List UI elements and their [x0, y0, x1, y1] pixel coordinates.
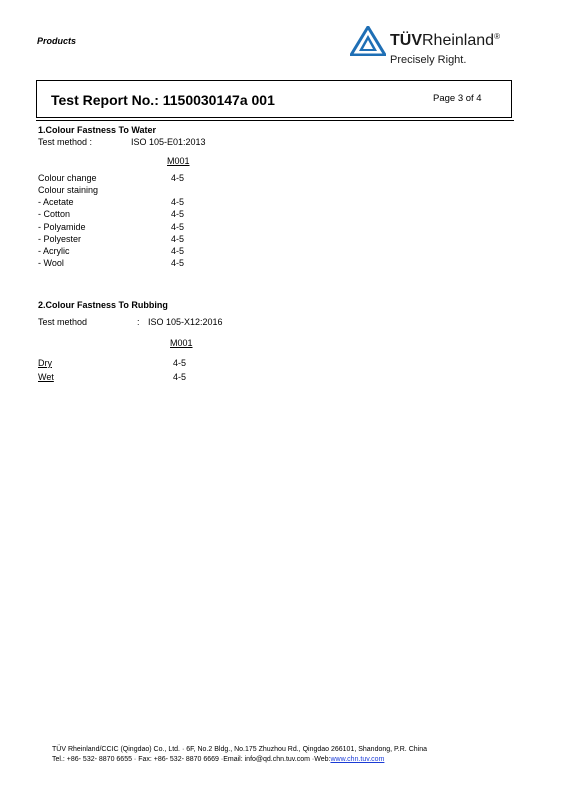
rubbing-row-label: Dry [38, 358, 52, 368]
report-title: Test Report No.: 1150030147a 001 [51, 92, 275, 108]
brand-suffix: Rheinland [422, 32, 495, 49]
staining-row-label: - Acrylic [38, 246, 70, 256]
section1-staining-label: Colour staining [38, 185, 99, 195]
staining-row-value: 4-5 [171, 197, 185, 207]
tuv-rheinland-logo [350, 26, 530, 70]
rubbing-row-label: Wet [38, 372, 54, 382]
report-header-box [36, 80, 512, 118]
section2-method-value: ISO 105-X12:2016 [148, 317, 223, 327]
staining-row-label: - Polyamide [38, 222, 86, 232]
staining-row-label: - Acetate [38, 197, 74, 207]
footer-contact-text: Tel.: +86- 532- 8870 6655 · Fax: +86- 532- 8870 6669 ·Email: info@qd.chn.tuv.com ·Web: [52, 756, 331, 763]
section2-sample-header: M001 [170, 338, 193, 348]
header-section-label: Products [37, 36, 77, 46]
section2-method-colon: : [137, 317, 140, 327]
staining-row-value: 4-5 [171, 258, 185, 268]
brand-tagline: Precisely Right. [390, 54, 467, 66]
section2-method-label: Test method [38, 317, 88, 327]
section1-change-value: 4-5 [171, 173, 185, 183]
page-number: Page 3 of 4 [433, 93, 482, 104]
brand-name [390, 32, 500, 50]
registered-mark: ® [494, 32, 500, 41]
triangle-logo-icon [350, 26, 386, 56]
staining-row-value: 4-5 [171, 222, 185, 232]
staining-row-value: 4-5 [171, 209, 185, 219]
brand-prefix: TÜV [390, 32, 422, 49]
section1-heading: 1.Colour Fastness To Water [38, 125, 157, 135]
rubbing-row-value: 4-5 [173, 372, 187, 382]
footer-contact [52, 756, 384, 763]
footer-web-link[interactable]: www.chn.tuv.com [330, 756, 385, 763]
section1-change-label: Colour change [38, 173, 97, 183]
staining-row-label: - Wool [38, 258, 64, 268]
footer-address: TÜV Rheinland/CCIC (Qingdao) Co., Ltd. · 6F, No.2 Bldg., No.175 Zhuzhou Rd., Qingdao 266101, Shandong, P.R. China [52, 746, 427, 753]
section2-heading: 2.Colour Fastness To Rubbing [38, 300, 168, 310]
section1-method-value: ISO 105-E01:2013 [131, 137, 206, 147]
staining-row-label: - Polyester [38, 234, 82, 244]
staining-row-value: 4-5 [171, 234, 185, 244]
staining-row-value: 4-5 [171, 246, 185, 256]
section1-method-label: Test method : [38, 137, 93, 147]
section1-sample-header: M001 [167, 156, 190, 166]
staining-row-label: - Cotton [38, 209, 71, 219]
divider [36, 120, 514, 121]
rubbing-row-value: 4-5 [173, 358, 187, 368]
